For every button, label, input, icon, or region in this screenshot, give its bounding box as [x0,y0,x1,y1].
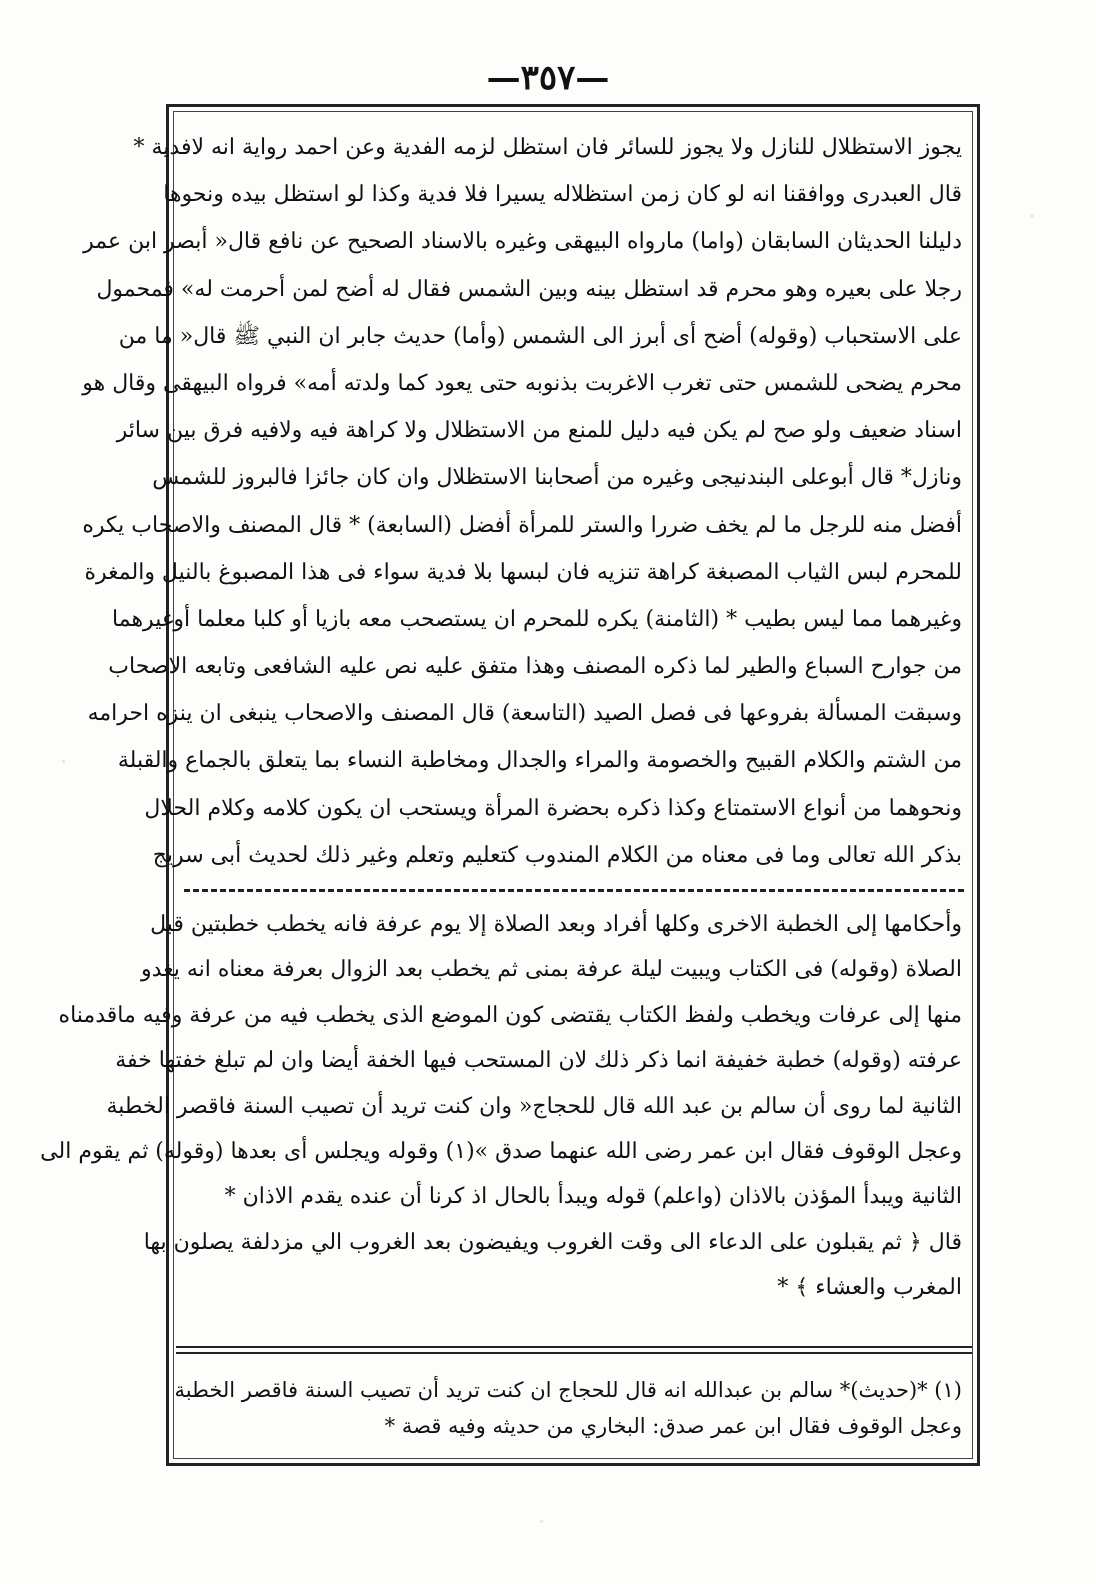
commentary-line: عرفته (وقوله) خطبة خفيفة انما ذكر ذلك لان المستحب فيها الخفة أيضا وان لم تبلغ خفتها خفة [115,1048,962,1074]
main-text-line: للمحرم لبس الثياب المصبغة كراهة تنزيه فان لبسها بلا فدية سواء فى هذا المصبوغ بالنيل والمغرة [84,559,962,585]
main-text-line: ونحوهما من أنواع الاستمتاع وكذا ذكره بحضرة المرأة ويستحب ان يكون كلامه وكلام الحلال [144,795,962,821]
main-text-line: بذكر الله تعالى وما فى معناه من الكلام المندوب كتعليم وتعلم وغير ذلك لحديث أبى سريج [152,842,962,868]
main-text-line: رجلا على بعيره وهو محرم قد استظل بينه وبين الشمس فقال له أضح لمن أحرمت له» فمحمول [96,276,962,302]
scan-speck [540,1520,543,1523]
commentary-line: الثانية ويبدأ المؤذن بالاذان (واعلم) قوله ويبدأ بالحال اذ كرنا أن عنده يقدم الاذان * [224,1184,962,1210]
commentary-line: وأحكامها إلى الخطبة الاخرى وكلها أفراد وبعد الصلاة إلا يوم عرفة فانه يخطب خطبتين قبل [150,912,962,937]
main-text-line: ونازل* قال أبوعلى البندنيجى وغيره من أصحابنا الاستظلال وان كان جائزا فالبروز للشمس [152,465,962,491]
main-text-line: دليلنا الحديثان السابقان (واما) مارواه البيهقى وغيره بالاسناد الصحيح عن نافع قال« أبصر ابن عمر [83,229,962,255]
main-text-line: وسبقت المسألة بفروعها فى فصل الصيد (التاسعة) قال المصنف والاصحاب ينبغى ان ينزه احرامه [87,701,962,727]
main-text-line: وغيرهما مما ليس بطيب * (الثامنة) يكره للمحرم ان يستصحب معه بازيا أو كلبا معلما أوغيرهما [112,606,962,632]
main-text-line: أفضل منه للرجل ما لم يخف ضررا والستر للمرأة أفضل (السابعة) * قال المصنف والاصحاب يكره [82,512,962,538]
footnote-divider [176,1346,972,1354]
footnote-line: وعجل الوقوف فقال ابن عمر صدق: البخاري من حديثه وفيه قصة * [384,1414,962,1438]
main-text-line: محرم يضحى للشمس حتى تغرب الاغربت بذنوبه حتى يعود كما ولدته أمه» فرواه البيهقى وقال هو [82,370,962,396]
commentary-line: منها إلى عرفات ويخطب ولفظ الكتاب يقتضى كون الموضع الذى يخطب فيه من عرفة وفيه ماقدمناه [58,1002,962,1028]
main-text-line: من جوارح السباع والطير لما ذكره المصنف وهذا متفق عليه نص عليه الشافعى وتابعه الاصحاب [108,654,962,680]
main-text-line: من الشتم والكلام القبيح والخصومة والمراء والجدال ومخاطبة النساء بما يتعلق بالجماع والقبلة [117,748,962,774]
section-divider-dashed [184,889,964,892]
commentary-text [40,902,962,1311]
main-text-line: اسناد ضعيف ولو صح لم يكن فيه دليل للمنع من الاستظلال ولا كراهة فيه ولافيه فرق بين سائر [116,418,962,444]
main-text-line: يجوز الاستظلال للنازل ولا يجوز للسائر فان استظل لزمه الفدية وعن احمد رواية انه لافدية * [133,135,962,160]
footnotes [174,1372,962,1444]
scan-speck [1030,214,1034,218]
main-text-line: قال العبدرى ووافقنا انه لو كان زمن استظلاله يسيرا فلا فدية وكذا لو استظل بيده ونحوها [163,182,962,208]
commentary-line: الثانية لما روى أن سالم بن عبد الله قال للحجاج« وان كنت تريد أن تصيب السنة فاقصر الخطبة [106,1093,962,1119]
page-number: —٣٥٧— [486,58,610,98]
scan-speck [62,760,65,763]
footnote-line: (١) *(حديث)* سالم بن عبدالله انه قال للحجاج ان كنت تريد أن تصيب السنة فاقصر الخطبة [174,1378,962,1402]
main-text [82,124,962,879]
commentary-line: قال ﴿ ثم يقبلون على الدعاء الى وقت الغروب ويفيضون بعد الغروب الي مزدلفة يصلون بها [143,1229,962,1255]
commentary-line: الصلاة (وقوله) فى الكتاب ويبيت ليلة عرفة بمنى ثم يخطب بعد الزوال بعرفة معناه انه يغدو [140,957,962,983]
commentary-line: وعجل الوقوف فقال ابن عمر رضى الله عنهما صدق »(١) وقوله ويجلس أى بعدها (وقوله) ثم يقوم الى [40,1138,962,1164]
main-text-line: على الاستحباب (وقوله) أضح أى أبرز الى الشمس (وأما) حديث جابر ان النبي ﷺ قال« ما من [118,323,962,349]
commentary-line: المغرب والعشاء ﴾ * [777,1275,962,1301]
